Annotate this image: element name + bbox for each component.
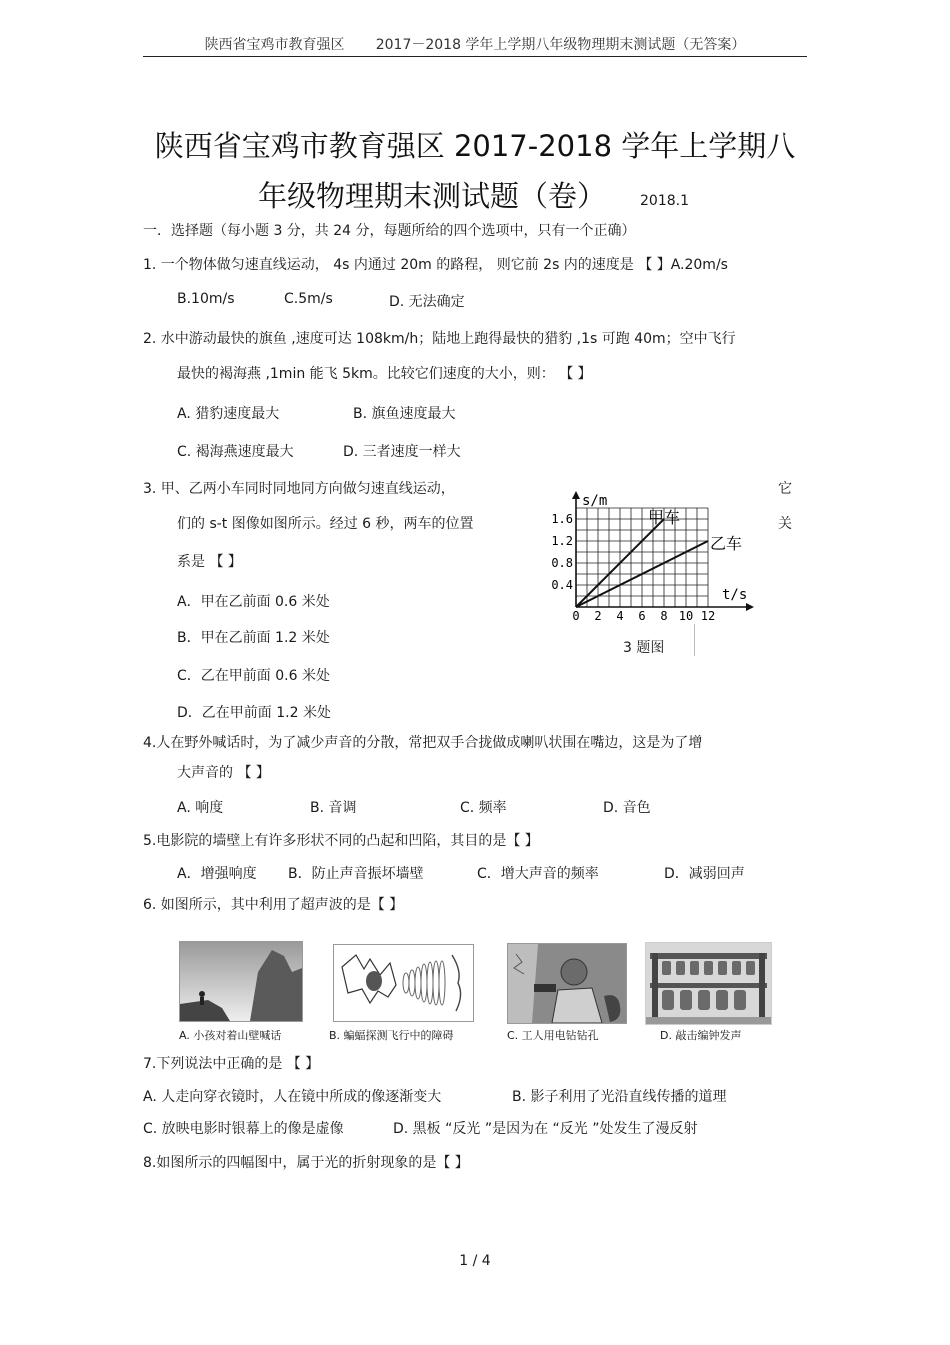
q1-option-b: B.10m/s [177, 291, 235, 307]
q5-option-a: A．增强响度 [177, 866, 257, 882]
st-graph [540, 485, 770, 625]
q6-image-a [179, 941, 303, 1022]
header-left: 陕西省宝鸡市教育强区 [204, 37, 345, 53]
x-tick-label: 4 [616, 609, 624, 623]
section-heading: 一．选择题（每小题 3 分，共 24 分，每题所给的四个选项中，只有一个正确） [143, 223, 636, 239]
page-header [0, 34, 950, 54]
q7-option-d: D. 黑板 “反光 ”是因为在 “反光 ”处发生了漫反射 [393, 1121, 698, 1137]
y-axis-arrow [572, 491, 580, 499]
chart-series [576, 508, 742, 607]
q5-option-c: C．增大声音的频率 [477, 866, 599, 882]
chart-grid [576, 508, 708, 607]
q2-stem-line-1: 2. 水中游动最快的旗鱼 ,速度可达 108km/h；陆地上跑得最快的猎豹 ,1s 可跑 40m；空中飞行 [143, 331, 736, 347]
x-tick-label: 0 [572, 609, 580, 623]
q6-caption-c: C. 工人用电钻钻孔 [507, 1029, 599, 1042]
x-tick-label: 8 [660, 609, 668, 623]
q4-option-a: A. 响度 [177, 800, 224, 816]
q1-option-d: D. 无法确定 [389, 294, 465, 310]
q3-stem-line-2-end: 关 [778, 516, 792, 532]
q6-caption-d: D. 敲击编钟发声 [660, 1029, 742, 1042]
y-tick-label: 1.2 [551, 534, 573, 548]
title-date: 2018.1 [640, 193, 689, 209]
q7-option-c: C. 放映电影时银幕上的像是虚像 [143, 1121, 344, 1137]
x-tick-label: 6 [638, 609, 646, 623]
q2-option-d: D. 三者速度一样大 [343, 444, 461, 460]
q4-option-c: C. 频率 [460, 800, 507, 816]
figure-divider [694, 624, 695, 656]
q1-stem: 1. 一个物体做匀速直线运动， 4s 内通过 20m 的路程， 则它前 2s 内的速度是 【 】A.20m/s [143, 257, 728, 273]
q3-stem-line-2: 们的 s-t 图像如图所示。经过 6 秒，两车的位置 [177, 516, 474, 532]
q6-image-d [645, 942, 772, 1025]
q3-stem-line-3: 系是 【 】 [177, 554, 242, 570]
y-axis-label: s/m [582, 493, 608, 509]
series-label-2: 乙车 [710, 534, 743, 553]
q3-option-a: A．甲在乙前面 0.6 米处 [177, 594, 330, 610]
q5-option-b: B．防止声音振坏墙壁 [288, 866, 424, 882]
q2-option-a: A. 猎豹速度最大 [177, 406, 280, 422]
q7-stem: 7.下列说法中正确的是 【 】 [143, 1056, 320, 1072]
q6-image-c [507, 943, 627, 1024]
q6-stem: 6. 如图所示，其中利用了超声波的是【 】 [143, 897, 404, 913]
q4-option-b: B. 音调 [310, 800, 357, 816]
y-tick-label: 1.6 [551, 512, 573, 526]
q3-stem-line-1-end: 它 [778, 481, 792, 497]
x-axis-label: t/s [722, 587, 748, 603]
q6-caption-a: A. 小孩对着山壁喊话 [179, 1029, 282, 1042]
q5-option-d: D．减弱回声 [664, 866, 745, 882]
q3-option-b: B．甲在乙前面 1.2 米处 [177, 630, 330, 646]
q3-option-c: C．乙在甲前面 0.6 米处 [177, 668, 330, 684]
y-tick-label: 0.4 [551, 578, 573, 592]
q2-option-b: B. 旗鱼速度最大 [353, 406, 456, 422]
series-label-1: 甲车 [648, 508, 681, 527]
header-right: 2017－2018 学年上学期八年级物理期末测试题（无答案） [375, 37, 746, 53]
q7-option-a: A. 人走向穿衣镜时，人在镜中所成的像逐渐变大 [143, 1089, 442, 1105]
q4-option-d: D. 音色 [603, 800, 651, 816]
q6-caption-b: B. 蝙蝠探测飞行中的障碍 [329, 1029, 454, 1042]
q8-stem: 8.如图所示的四幅图中，属于光的折射现象的是【 】 [143, 1155, 469, 1171]
q2-stem-line-2: 最快的褐海燕 ,1min 能飞 5km。比较它们速度的大小，则： 【 】 [177, 366, 592, 382]
q7-option-b: B. 影子利用了光沿直线传播的道理 [512, 1089, 727, 1105]
x-axis-arrow [746, 603, 754, 611]
page-number: 1 / 4 [459, 1253, 491, 1269]
header-rule [143, 56, 807, 57]
x-tick-label: 2 [594, 609, 602, 623]
x-tick-label: 12 [700, 609, 716, 623]
q3-figure-caption: 3 题图 [623, 640, 665, 656]
q4-stem-line-1: 4.人在野外喊话时，为了减少声音的分散，常把双手合拢做成喇叭状围在嘴边，这是为了增 [143, 735, 703, 751]
title-line-2: 年级物理期末测试题（卷） [258, 179, 607, 213]
q5-stem: 5.电影院的墙壁上有许多形状不同的凸起和凹陷，其目的是【 】 [143, 833, 539, 849]
y-tick-label: 0.8 [551, 556, 573, 570]
q4-stem-line-2: 大声音的 【 】 [177, 765, 270, 781]
title-line-1: 陕西省宝鸡市教育强区 2017-2018 学年上学期八 [154, 129, 796, 163]
q1-option-c: C.5m/s [284, 291, 333, 307]
q2-option-c: C. 褐海燕速度最大 [177, 444, 294, 460]
q3-stem-line-1: 3. 甲、乙两小车同时同地同方向做匀速直线运动， [143, 481, 455, 497]
q3-option-d: D．乙在甲前面 1.2 米处 [177, 705, 331, 721]
x-tick-label: 10 [678, 609, 694, 623]
q6-image-b [333, 944, 474, 1022]
